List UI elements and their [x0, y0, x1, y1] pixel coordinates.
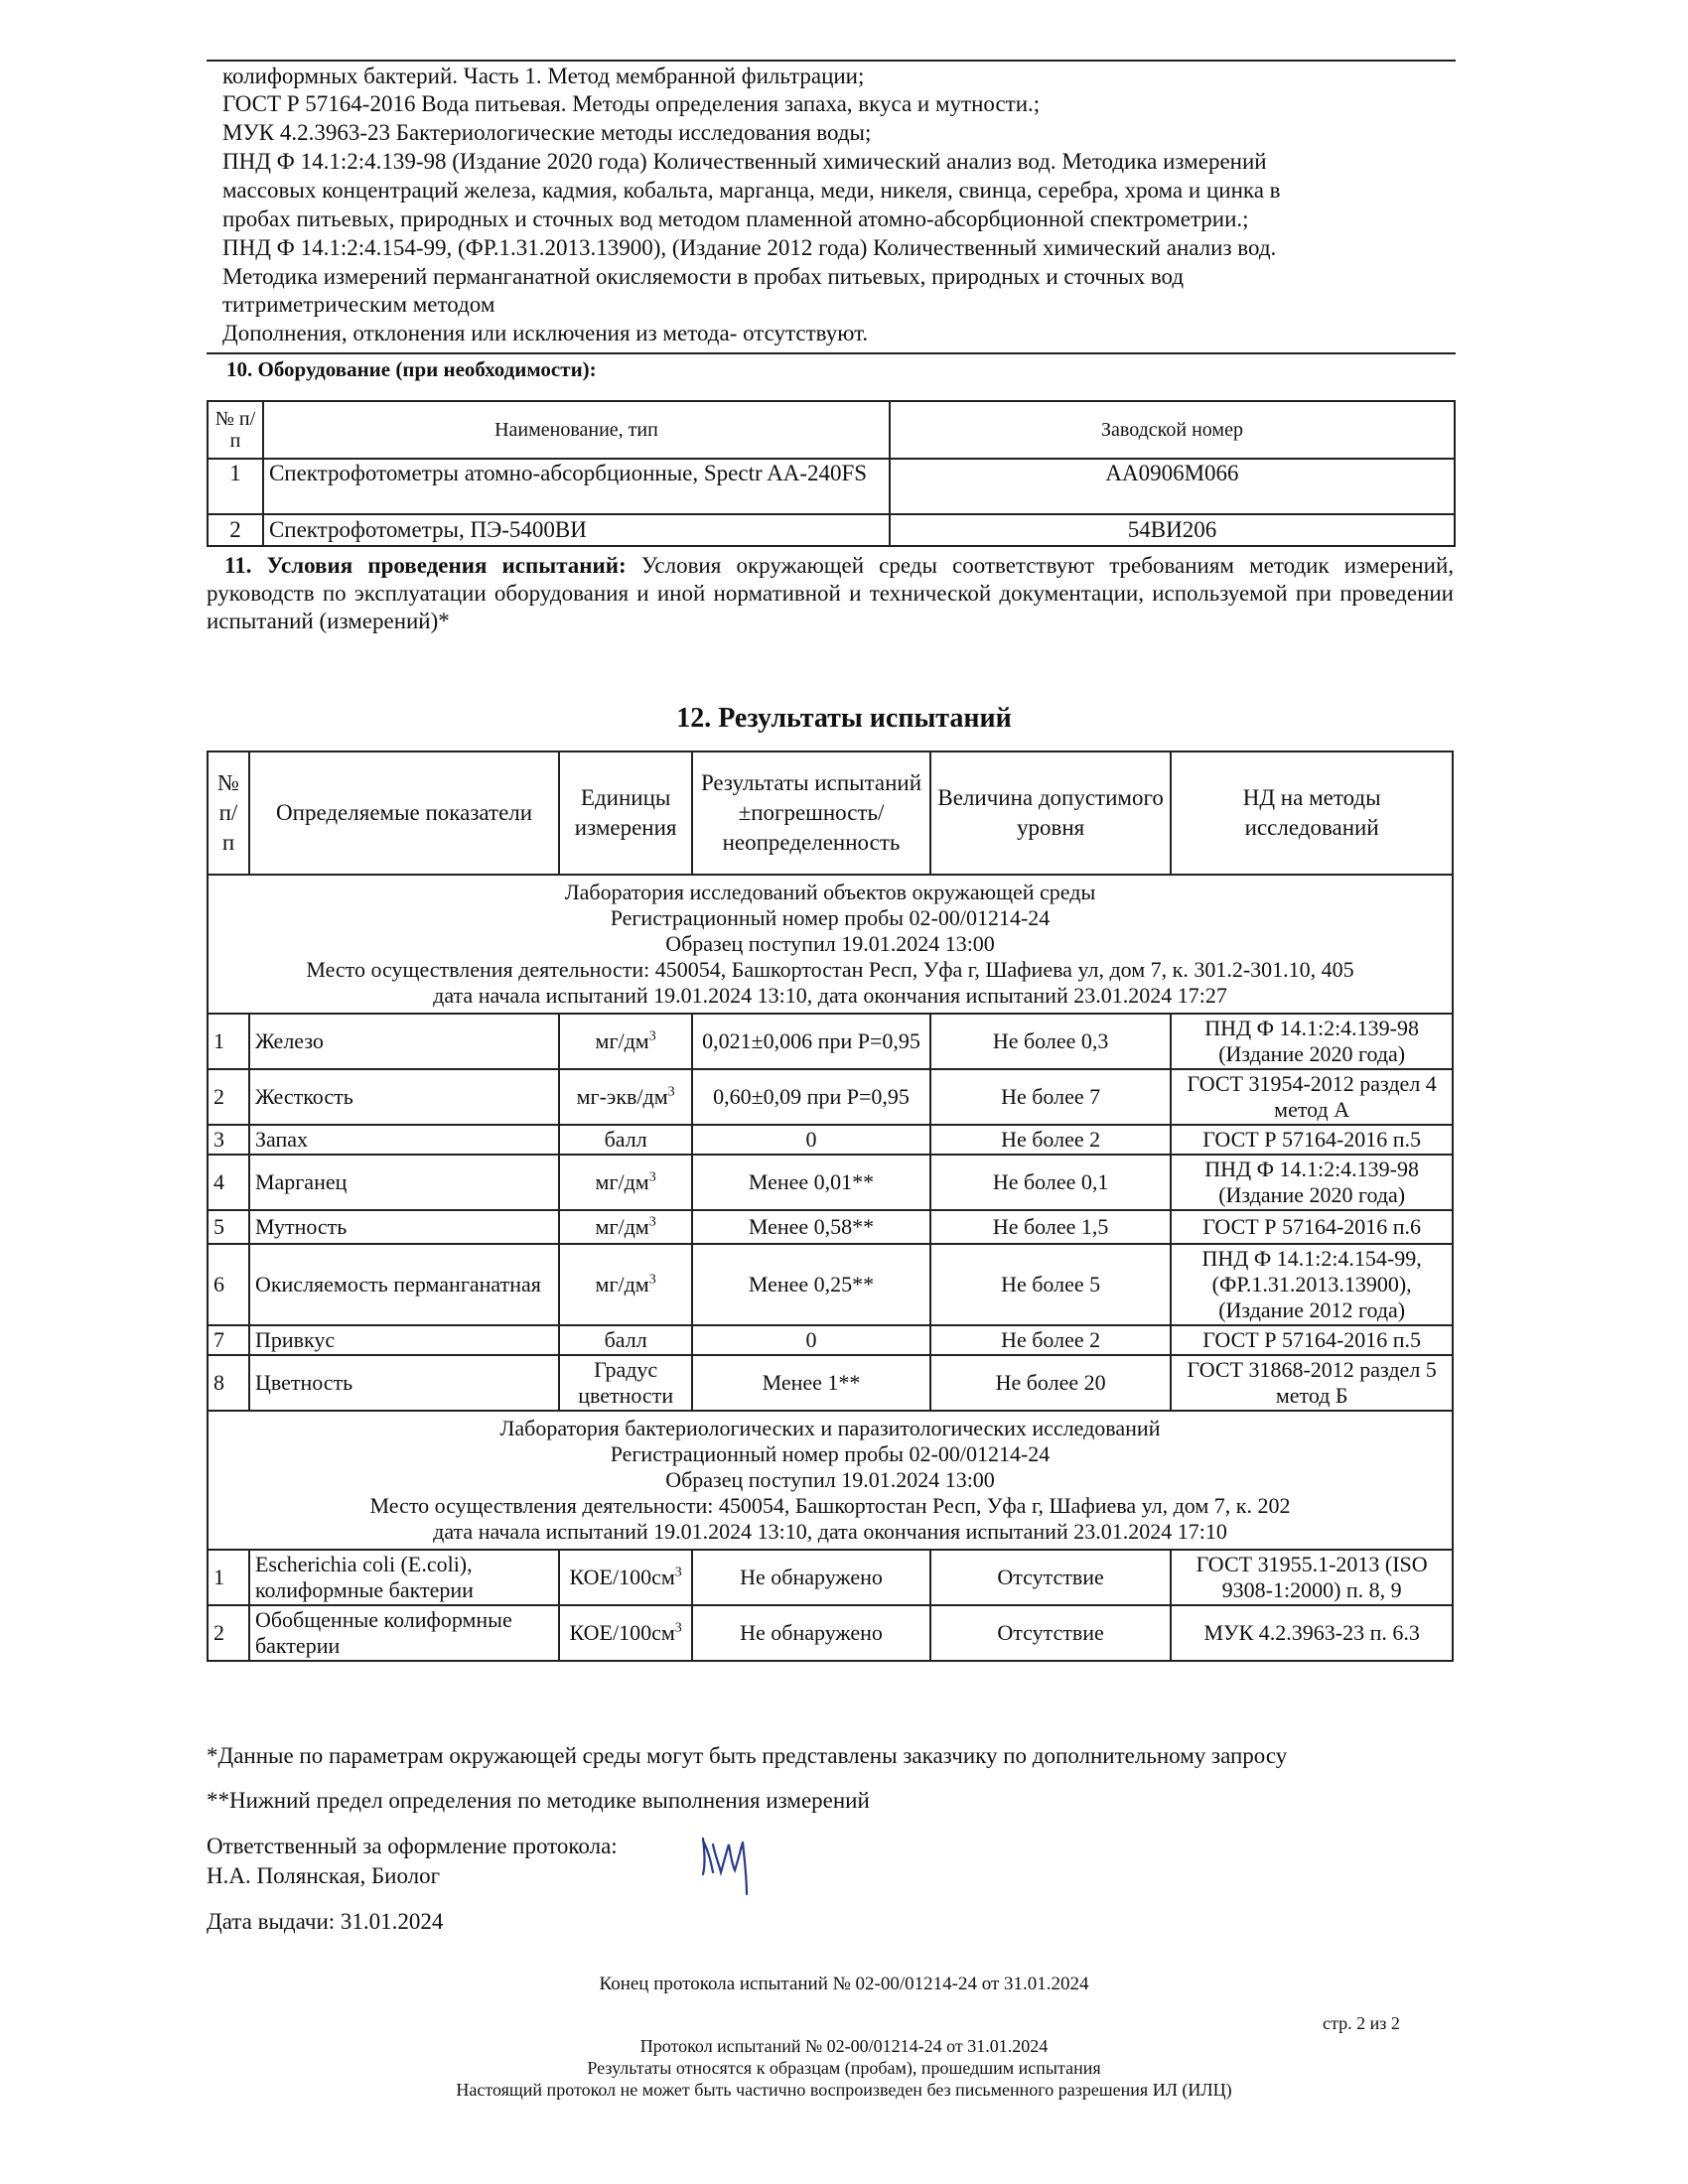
row-unit: $мг/дм^3$ [559, 1014, 692, 1069]
row-indicator: Марганец [249, 1155, 559, 1210]
equipment-header-serial: Заводской номер [890, 401, 1455, 459]
equipment-row [208, 459, 1455, 514]
row-limit: Не более 2 [930, 1125, 1171, 1155]
row-num: 8 [208, 1355, 249, 1411]
header-result: Результаты испытаний ±погрешность/ неопределенность [692, 751, 930, 875]
issue-date: Дата выдачи: 31.01.2024 [207, 1909, 444, 1934]
row-limit: Не более 5 [930, 1244, 1171, 1325]
row-method: ГОСТ 31954-2012 раздел 4 метод А [1171, 1069, 1453, 1125]
row-result: 0,021±0,006 при P=0,95 [692, 1014, 930, 1069]
row-indicator: Обобщенные колиформные бактерии [249, 1605, 559, 1661]
row-indicator: Жесткость [249, 1069, 559, 1125]
table-row [208, 1069, 1453, 1125]
table-row [208, 1325, 1453, 1355]
row-indicator: Цветность [249, 1355, 559, 1411]
method-line: ПНД Ф 14.1:2:4.139-98 (Издание 2020 года) Количественный химический анализ вод. Методика измерений [222, 149, 1267, 174]
row-unit: $мг-экв/дм^3$ [559, 1069, 692, 1125]
section11-paragraph [207, 552, 1454, 635]
equipment-table [207, 400, 1456, 547]
row-num: 2 [208, 1605, 249, 1661]
row-num: 4 [208, 1155, 249, 1210]
lab1-place: Место осуществления деятельности: 450054, Башкортостан Респ, Уфа г, Шафиева ул, дом 7, к. 301.2-301.10, 405 [306, 957, 1354, 982]
row-indicator: Escherichia coli (E.coli), колиформные бактерии [249, 1550, 559, 1605]
equipment-num: 2 [208, 514, 263, 546]
section10-rule [207, 352, 1456, 354]
row-limit: Не более 20 [930, 1355, 1171, 1411]
lab1-dates: дата начала испытаний 19.01.2024 13:10, дата окончания испытаний 23.01.2024 17:27 [433, 983, 1227, 1008]
header-num: № п/п [208, 751, 249, 875]
results-header-row [208, 751, 1453, 875]
row-result: 0 [692, 1325, 930, 1355]
footnote-limit: **Нижний предел определения по методике выполнения измерений [207, 1788, 870, 1813]
lab2-reg: Регистрационный номер пробы 02-00/01214-24 [610, 1441, 1051, 1466]
equipment-serial: 54ВИ206 [890, 514, 1455, 546]
equipment-num: 1 [208, 459, 263, 514]
method-line: колиформных бактерий. Часть 1. Метод мембранной фильтрации; [222, 64, 865, 88]
row-limit: Отсутствие [930, 1605, 1171, 1661]
footer-line-3: Настоящий протокол не может быть частично воспроизведен без письменного разрешения ИЛ (ИЛЦ) [456, 2080, 1232, 2100]
header-indicator: Определяемые показатели [249, 751, 559, 875]
table-row [208, 1014, 1453, 1069]
row-limit: Отсутствие [930, 1550, 1171, 1605]
row-result: Менее 0,58** [692, 1210, 930, 1244]
top-rule [207, 60, 1456, 62]
row-result: 0 [692, 1125, 930, 1155]
lab1-reg: Регистрационный номер пробы 02-00/01214-24 [610, 905, 1051, 930]
method-line: титриметрическим методом [222, 292, 495, 317]
row-method: ПНД Ф 14.1:2:4.139-98 (Издание 2020 года) [1171, 1014, 1453, 1069]
row-unit: $мг/дм^3$ [559, 1210, 692, 1244]
header-unit: Единицы измерения [559, 751, 692, 875]
row-num: 1 [208, 1014, 249, 1069]
lab2-info [208, 1411, 1453, 1550]
footer-line-2: Результаты относятся к образцам (пробам), прошедшим испытания [587, 2058, 1101, 2078]
row-method: ГОСТ Р 57164-2016 п.5 [1171, 1325, 1453, 1355]
results-title: 12. Результаты испытаний [676, 703, 1012, 734]
signature-stroke [703, 1839, 747, 1894]
table-row [208, 1210, 1453, 1244]
method-line: Методика измерений перманганатной окисляемости в пробах питьевых, природных и сточных вод [222, 264, 1185, 289]
table-row [208, 1605, 1453, 1661]
row-unit: КОЕ/$100см^3$ [559, 1550, 692, 1605]
footer-line-1: Протокол испытаний № 02-00/01214-24 от 31.01.2024 [639, 2036, 1049, 2056]
table-row [208, 1155, 1453, 1210]
row-method: МУК 4.2.3963-23 п. 6.3 [1171, 1605, 1453, 1661]
equipment-name: Спектрофотометры, ПЭ-5400ВИ [263, 514, 890, 546]
row-result: Не обнаружено [692, 1605, 930, 1661]
row-indicator: Мутность [249, 1210, 559, 1244]
lab2-received: Образец поступил 19.01.2024 13:00 [665, 1467, 995, 1492]
section11-text: Условия окружающей среды соответствуют требованиям методик измерений, руководств по эксплуатации оборудования и иной нормативной и технической документации, используемой при проведении испытаний (измерений)* [207, 553, 1454, 633]
row-indicator: Окисляемость перманганатная [249, 1244, 559, 1325]
lab2-info-row [208, 1411, 1453, 1550]
row-unit: $мг/дм^3$ [559, 1155, 692, 1210]
results-table [207, 751, 1454, 1662]
lab1-name: Лаборатория исследований объектов окружающей среды [564, 880, 1096, 904]
equipment-header-name: Наименование, тип [263, 401, 890, 459]
lab2-place: Место осуществления деятельности: 450054, Башкортостан Респ, Уфа г, Шафиева ул, дом 7, к. 202 [369, 1493, 1291, 1518]
header-limit: Величина допустимого уровня [930, 751, 1171, 875]
row-unit: балл [559, 1325, 692, 1355]
row-method: ГОСТ Р 57164-2016 п.5 [1171, 1125, 1453, 1155]
row-unit: $мг/дм^3$ [559, 1244, 692, 1325]
row-unit: КОЕ/$100см^3$ [559, 1605, 692, 1661]
signature-name: Н.А. Полянская, Биолог [207, 1863, 441, 1888]
footnote-env: *Данные по параметрам окружающей среды могут быть представлены заказчику по дополнительному запросу [207, 1743, 1288, 1768]
method-line: МУК 4.2.3963-23 Бактериологические методы исследования воды; [222, 120, 872, 145]
equipment-row [208, 514, 1455, 546]
equipment-header-row [208, 401, 1455, 459]
row-num: 1 [208, 1550, 249, 1605]
section11-heading: 11. Условия проведения испытаний: [224, 553, 627, 578]
row-num: 2 [208, 1069, 249, 1125]
equipment-serial: AA0906M066 [890, 459, 1455, 514]
table-row [208, 1355, 1453, 1411]
row-num: 3 [208, 1125, 249, 1155]
row-result: Менее 1** [692, 1355, 930, 1411]
row-method: ГОСТ 31868-2012 раздел 5 метод Б [1171, 1355, 1453, 1411]
lab2-dates: дата начала испытаний 19.01.2024 13:10, дата окончания испытаний 23.01.2024 17:10 [433, 1519, 1227, 1544]
row-limit: Не более 1,5 [930, 1210, 1171, 1244]
row-method: ГОСТ Р 57164-2016 п.6 [1171, 1210, 1453, 1244]
table-row [208, 1125, 1453, 1155]
table-row [208, 1550, 1453, 1605]
row-indicator: Железо [249, 1014, 559, 1069]
lab1-received: Образец поступил 19.01.2024 13:00 [665, 931, 995, 956]
row-indicator: Запах [249, 1125, 559, 1155]
method-line: ПНД Ф 14.1:2:4.154-99, (ФР.1.31.2013.13900), (Издание 2012 года) Количественный химический анализ вод. [222, 235, 1277, 260]
row-num: 5 [208, 1210, 249, 1244]
lab1-info [208, 875, 1453, 1014]
row-result: Менее 0,25** [692, 1244, 930, 1325]
signature-label: Ответственный за оформление протокола: [207, 1834, 618, 1858]
lab2-name: Лаборатория бактериологических и паразитологических исследований [499, 1416, 1161, 1440]
row-result: Менее 0,01** [692, 1155, 930, 1210]
method-line: Дополнения, отклонения или исключения из метода- отсутствуют. [222, 321, 869, 345]
row-unit: балл [559, 1125, 692, 1155]
row-num: 6 [208, 1244, 249, 1325]
row-method: ГОСТ 31955.1-2013 (ISO 9308-1:2000) п. 8, 9 [1171, 1550, 1453, 1605]
row-limit: Не более 7 [930, 1069, 1171, 1125]
method-line: пробах питьевых, природных и сточных вод методом пламенной атомно-абсорбционной спектрометрии.; [222, 206, 1249, 231]
page-number: стр. 2 из 2 [1323, 2013, 1400, 2033]
row-limit: Не более 0,3 [930, 1014, 1171, 1069]
equipment-name: Спектрофотометры атомно-абсорбционные, Spectr AA-240FS [263, 459, 890, 514]
method-line: ГОСТ Р 57164-2016 Вода питьевая. Методы определения запаха, вкуса и мутности.; [222, 91, 1041, 116]
header-method: НД на методы исследований [1171, 751, 1453, 875]
section10-heading: 10. Оборудование (при необходимости): [226, 357, 597, 381]
handwritten-signature [685, 1815, 774, 1904]
row-num: 7 [208, 1325, 249, 1355]
method-line: массовых концентраций железа, кадмия, кобальта, марганца, меди, никеля, свинца, серебра, хрома и цинка в [222, 178, 1281, 203]
row-unit: Градус цветности [559, 1355, 692, 1411]
row-limit: Не более 2 [930, 1325, 1171, 1355]
lab1-info-row [208, 875, 1453, 1014]
row-method: ПНД Ф 14.1:2:4.154-99, (ФР.1.31.2013.13900), (Издание 2012 года) [1171, 1244, 1453, 1325]
row-result: Не обнаружено [692, 1550, 930, 1605]
row-limit: Не более 0,1 [930, 1155, 1171, 1210]
row-method: ПНД Ф 14.1:2:4.139-98 (Издание 2020 года) [1171, 1155, 1453, 1210]
table-row [208, 1244, 1453, 1325]
row-indicator: Привкус [249, 1325, 559, 1355]
protocol-end: Конец протокола испытаний № 02-00/01214-24 от 31.01.2024 [599, 1974, 1089, 1994]
equipment-header-num: № п/п [208, 401, 263, 459]
row-result: 0,60±0,09 при P=0,95 [692, 1069, 930, 1125]
